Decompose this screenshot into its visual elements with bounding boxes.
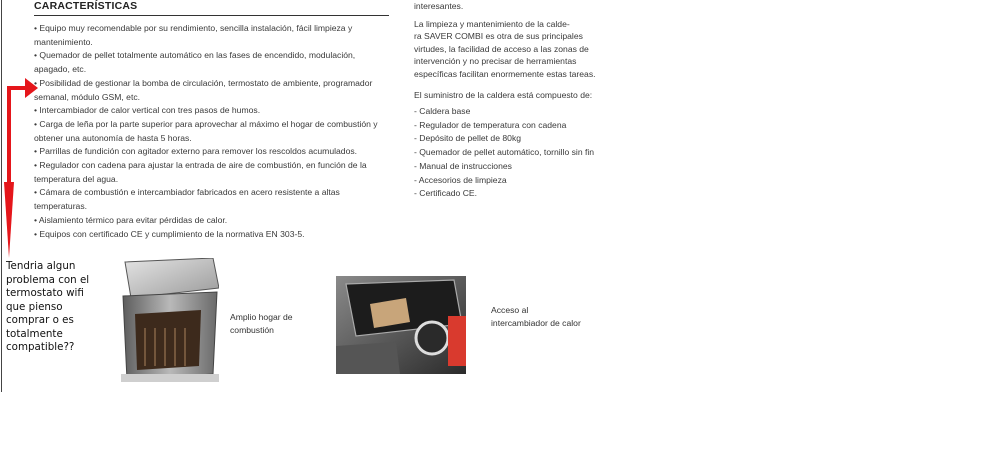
maintenance-line: La limpieza y mantenimiento de la calde- xyxy=(414,19,570,29)
supply-item: - Depósito de pellet de 80kg xyxy=(414,133,522,144)
maintenance-line: virtudes, la facilidad de acceso a las zonas de xyxy=(414,43,589,54)
feature-line: • Intercambiador de calor vertical con tres pasos de humos. xyxy=(34,105,261,116)
supply-item: - Accesorios de limpieza xyxy=(414,174,507,185)
combustion-chamber-photo xyxy=(121,258,219,382)
feature-line: • Equipos con certificado CE y cumplimiento de la normativa EN 303-5. xyxy=(34,228,305,239)
supply-item: - Certificado CE. xyxy=(414,188,478,199)
photo1-caption: Amplio hogar de combustión xyxy=(230,312,293,335)
feature-line: temperatura del agua. xyxy=(34,173,119,184)
feature-line: • Parrillas de fundición con agitador externo para remover los rescoldos acumulados. xyxy=(34,146,358,157)
red-arrow-shape xyxy=(4,78,38,258)
feature-line: • Posibilidad de gestionar la bomba de circulación, termostato de ambiente, programador xyxy=(34,77,373,88)
feature-line: • Aislamiento térmico para evitar pérdidas de calor. xyxy=(34,214,228,225)
supply-list xyxy=(414,105,594,201)
supply-item: - Quemador de pellet automático, tornillo sin fin xyxy=(414,147,595,158)
red-arrow-annotation xyxy=(0,74,40,264)
feature-line: • Cámara de combustión e intercambiador fabricados en acero resistente a altas xyxy=(34,187,340,198)
heat-exchanger-photo xyxy=(336,276,466,374)
maintenance-line: específicas facilitan enormemente estas tareas. xyxy=(414,68,596,79)
photo2-caption: Acceso al intercambiador de calor xyxy=(491,305,581,328)
feature-line: • Regulador con cadena para ajustar la entrada de aire de combustión, en función de la xyxy=(34,160,367,171)
text-fragment: interesantes. xyxy=(414,1,464,11)
feature-line: • Carga de leña por la parte superior para aprovechar al máximo el hogar de combustión y xyxy=(34,118,378,129)
feature-line: obtener una autonomía de hasta 5 horas. xyxy=(34,132,192,143)
supply-item: - Regulador de temperatura con cadena xyxy=(414,119,567,130)
features-heading: CARACTERÍSTICAS xyxy=(34,0,389,16)
features-list xyxy=(34,22,396,241)
supply-intro: El suministro de la caldera está compuesto de: xyxy=(414,90,593,100)
maintenance-line: intervención y no precisar de herramientas xyxy=(414,56,577,67)
feature-line: temperaturas. xyxy=(34,201,88,212)
maintenance-paragraph xyxy=(414,18,614,80)
feature-line: • Equipo muy recomendable por su rendimiento, sencilla instalación, fácil limpieza y xyxy=(34,23,353,33)
feature-line: apagado, etc. xyxy=(34,64,87,75)
supply-item: - Caldera base xyxy=(414,106,471,116)
feature-line: mantenimiento. xyxy=(34,36,93,47)
supply-item: - Manual de instrucciones xyxy=(414,160,512,171)
feature-line: semanal, módulo GSM, etc. xyxy=(34,91,141,102)
user-question: Tendria algun problema con el termostato wifi que pienso comprar o es totalmente compatible?? xyxy=(6,260,90,353)
maintenance-line: ra SAVER COMBI es otra de sus principales xyxy=(414,31,583,42)
feature-line: • Quemador de pellet totalmente automático en las fases de encendido, modulación, xyxy=(34,50,356,61)
